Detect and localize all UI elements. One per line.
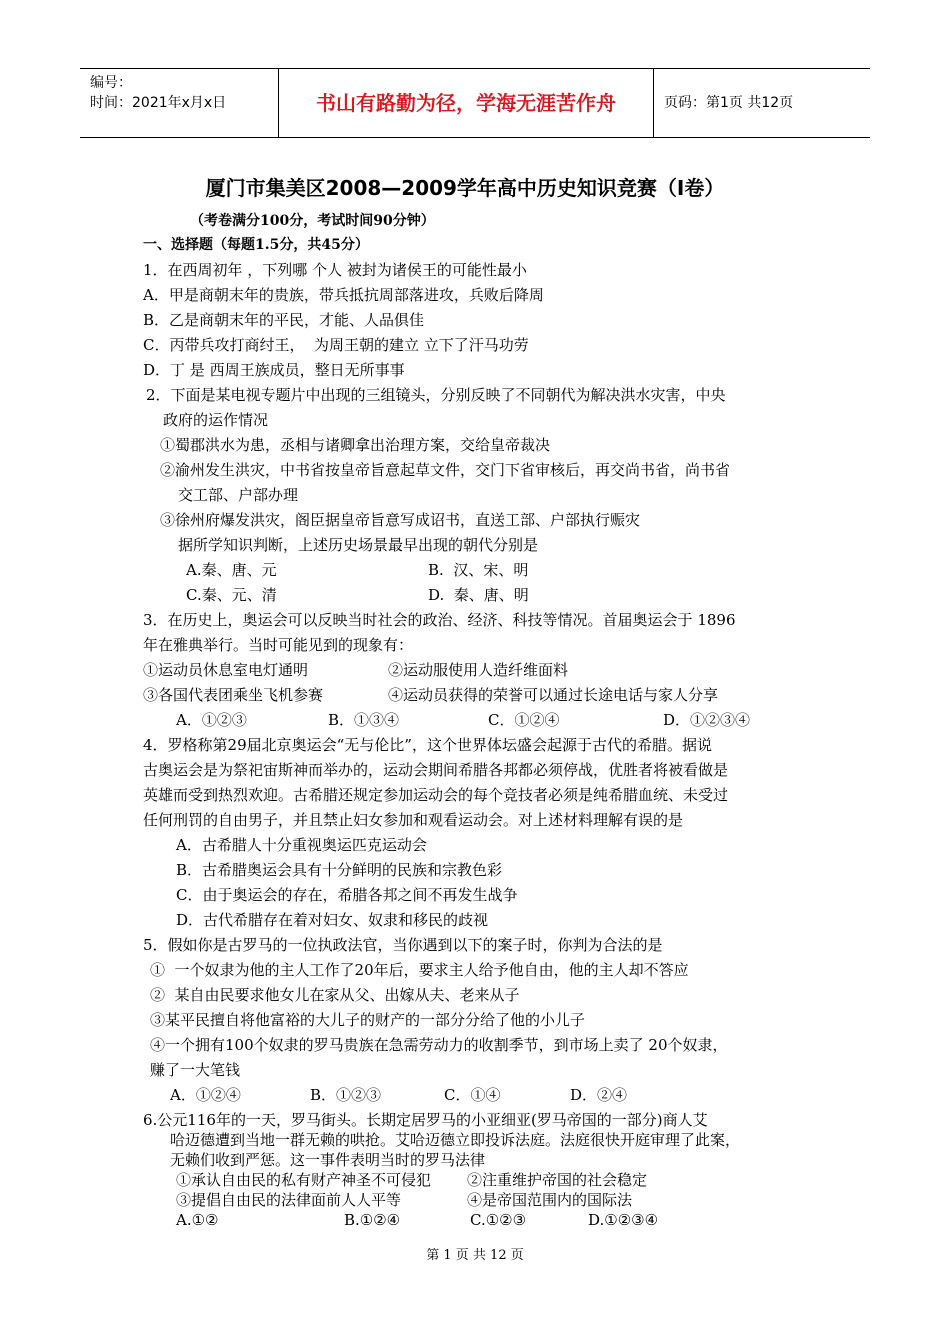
number-label: 编号：	[90, 75, 132, 91]
question-line: B．乙是商朝末年的平民，才能、人品俱佳	[143, 311, 425, 329]
answer-option: C.①②③	[470, 1211, 527, 1229]
question-line: 5．假如你是古罗马的一位执政法官，当你遇到以下的案子时，你判为合法的是	[143, 936, 663, 954]
header-meta	[80, 69, 279, 137]
question-line: ② 某自由民要求他女儿在家从父、出嫁从夫、老来从子	[150, 986, 520, 1004]
question-line: 3．在历史上，奥运会可以反映当时社会的政治、经济、科技等情况。首届奥运会于 1896	[143, 611, 736, 629]
question-line: 1．在西周初年 ，下列哪 个人 被封为诸侯王的可能性最小	[143, 261, 527, 279]
header-page-info: 页码：第1页 共12页	[664, 95, 794, 111]
question-line: ③各国代表团乘坐飞机参赛	[143, 686, 324, 704]
header-motto: 书山有路勤为径，学海无涯苦作舟	[279, 69, 654, 137]
answer-option: A.①②	[176, 1211, 219, 1229]
question-line: A．甲是商朝末年的贵族，带兵抵抗周部落进攻，兵败后降周	[143, 286, 544, 304]
question-line: ④是帝国范围内的国际法	[467, 1191, 633, 1209]
answer-option: B. 汉、宋、明	[428, 561, 529, 579]
answer-option: D.①②③④	[588, 1211, 659, 1229]
answer-option: A.秦、唐、元	[186, 561, 277, 579]
answer-option: C．①④	[444, 1086, 501, 1104]
question-line: ②渝州发生洪灾，中书省按皇帝旨意起草文件，交门下省审核后，再交尚书省，尚书省	[160, 461, 731, 479]
answer-option: C.秦、元、清	[186, 586, 277, 604]
question-line: ②注重维护帝国的社会稳定	[467, 1171, 648, 1189]
exam-subtitle: （考卷满分100分，考试时间90分钟）	[190, 213, 435, 229]
page-footer: 第 1 页 共 12 页	[426, 1248, 524, 1263]
question-line: 无赖们收到严惩。这一事件表明当时的罗马法律	[170, 1151, 486, 1169]
answer-option: D．①②③④	[663, 711, 751, 729]
question-line: ②运动服使用人造纤维面料	[388, 661, 569, 679]
answer-option: A．①②③	[176, 711, 247, 729]
answer-option: D．古代希腊存在着对妇女、奴隶和移民的歧视	[176, 911, 489, 929]
question-line: 古奥运会是为祭祀宙斯神而举办的，运动会期间希腊各邦都必须停战，优胜者将被看做是	[143, 761, 729, 779]
question-line: ④运动员获得的荣誉可以通过长途电话与家人分享	[388, 686, 719, 704]
question-line: ①承认自由民的私有财产神圣不可侵犯	[176, 1171, 432, 1189]
answer-option: B.①②④	[344, 1211, 401, 1229]
question-line: 6.公元116年的一天，罗马街头。长期定居罗马的小亚细亚(罗马帝国的一部分)商人艾	[143, 1111, 708, 1129]
section-heading: 一、选择题（每题1.5分，共45分）	[143, 237, 369, 253]
question-line: 年在雅典举行。当时可能见到的现象有：	[143, 636, 414, 654]
page-header	[80, 68, 870, 138]
time-label: 时间：2021年x月x日	[90, 95, 227, 111]
question-line: 交工部、户部办理	[178, 486, 299, 504]
answer-option: B．①②③	[310, 1086, 382, 1104]
question-line: ③徐州府爆发洪灾，阁臣据皇帝旨意写成诏书，直送工部、户部执行赈灾	[160, 511, 641, 529]
answer-option: D．②④	[570, 1086, 628, 1104]
question-line: ①运动员休息室电灯通明	[143, 661, 309, 679]
question-line: 据所学知识判断，上述历史场景最早出现的朝代分别是	[178, 536, 539, 554]
question-line: ③提倡自由民的法律面前人人平等	[176, 1191, 402, 1209]
answer-option: C．①②④	[488, 711, 560, 729]
answer-option: A．①②④	[170, 1086, 241, 1104]
question-line: 政府的运作情况	[163, 411, 269, 429]
question-line: 任何刑罚的自由男子，并且禁止妇女参加和观看运动会。对上述材料理解有误的是	[143, 811, 684, 829]
question-line: D．丁 是 西周王族成员，整日无所事事	[143, 361, 405, 379]
question-line: ①蜀郡洪水为患，丞相与诸卿拿出治理方案，交给皇帝裁决	[160, 436, 551, 454]
question-line: ③某平民擅自将他富裕的大儿子的财产的一部分分给了他的小儿子	[150, 1011, 586, 1029]
answer-option: D. 秦、唐、明	[428, 586, 529, 604]
question-line: ① 一个奴隶为他的主人工作了20年后，要求主人给予他自由，他的主人却不答应	[150, 961, 689, 979]
question-line: C．丙带兵攻打商纣王， 为周王朝的建立 立下了汗马功劳	[143, 336, 529, 354]
question-line: 英雄而受到热烈欢迎。古希腊还规定参加运动会的每个竞技者必须是纯希腊血统、未受过	[143, 786, 729, 804]
document-title: 厦门市集美区2008—2009学年高中历史知识竞赛（Ⅰ卷）	[205, 176, 725, 200]
answer-option: B．①③④	[328, 711, 400, 729]
question-line: 4．罗格称第29届北京奥运会“无与伦比”，这个世界体坛盛会起源于古代的希腊。据说	[143, 736, 712, 754]
question-line: 哈迈德遭到当地一群无赖的哄抢。艾哈迈德立即投诉法庭。法庭很快开庭审理了此案，	[170, 1131, 741, 1149]
answer-option: A．古希腊人十分重视奥运匹克运动会	[176, 836, 427, 854]
answer-option: B．古希腊奥运会具有十分鲜明的民族和宗教色彩	[176, 861, 503, 879]
question-line: 赚了一大笔钱	[150, 1061, 241, 1079]
answer-option: C．由于奥运会的存在，希腊各邦之间不再发生战争	[176, 886, 518, 904]
question-line: 2．下面是某电视专题片中出现的三组镜头，分别反映了不同朝代为解决洪水灾害，中央	[146, 386, 726, 404]
question-line: ④一个拥有100个奴隶的罗马贵族在急需劳动力的收割季节，到市场上卖了 20个奴隶，	[150, 1036, 728, 1054]
